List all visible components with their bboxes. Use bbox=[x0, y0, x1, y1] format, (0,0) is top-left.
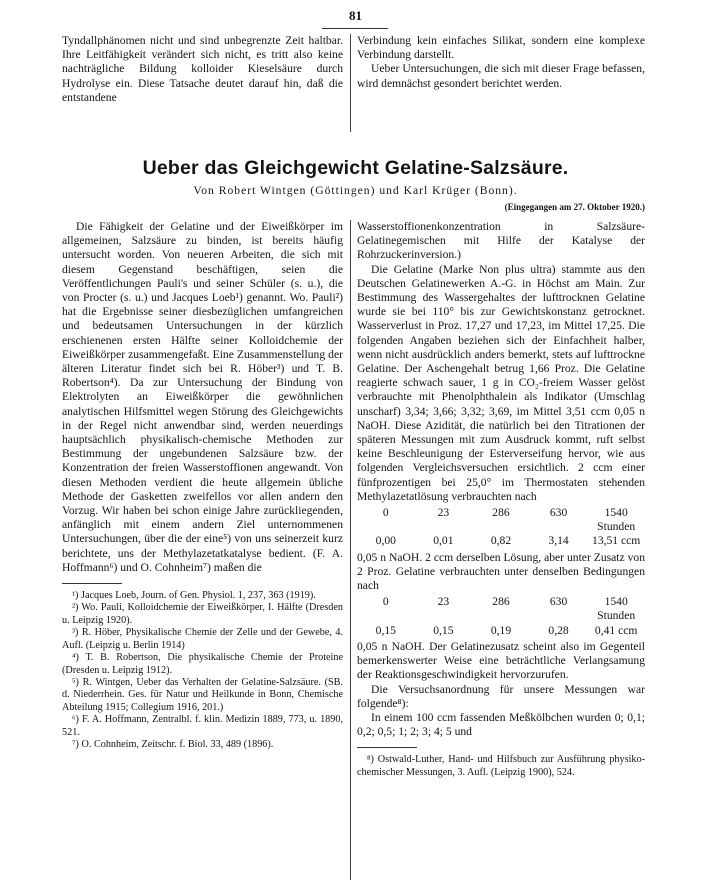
m2-time: 286 bbox=[492, 595, 510, 609]
m1-value: 0,01 bbox=[433, 534, 454, 548]
m1-value: 3,14 bbox=[548, 534, 569, 548]
top-right-text bbox=[357, 34, 645, 91]
m1-time: 23 bbox=[437, 506, 450, 520]
right-paragraph-1: Wasserstoffionenkonzentration in Salzsäure-Gelatinegemischen mit Hilfe der Katalyse der Rohrzuckerinversion.) bbox=[357, 220, 645, 262]
page-number: 81 bbox=[349, 8, 362, 23]
left-column bbox=[62, 220, 343, 751]
footnote-5: ⁵) R. Wintgen, Ueber das Verhalten der Gelatine-Salzsäure. (SB. d. Niederrhein. Ges. für Natur und Heilkunde in Bonn, Chemische Abteilung 1915; Collegium 1916, 201.) bbox=[62, 676, 343, 713]
m2-value: 0,15 bbox=[375, 623, 396, 637]
footnote-1: ¹) Jacques Loeb, Journ. of Gen. Physiol. 1, 237, 363 (1919). bbox=[72, 590, 316, 602]
right-paragraph-2: Die Gelatine (Marke Non plus ultra) stammte aus den Deutschen Gelatinewerken A.-G. in Höchst am Main. Zur Bestimmung des Wassergehaltes der lufttrocknen Gelatine wurde sie bei 110° bis zur Gewichtskonstanz getrocknet. Wasserverlust in Proz. 17,27 und 17,23, im Mittel 17,25. Die folgenden Angaben beziehen sich der Einfachheit halber, wenn nicht ausdrücklich anders bemerkt, stets auf lufttrockne Gelatine. Der Aschengehalt betrug 1,66 Proz. Die Gelatine reagierte schwach sauer, 1 g in CO₂-freiem Wasser gelöst verbrauchte mit Phenolphthalein als Indikator (Umschlag unscharf) 3,34; 3,66; 3,32; 3,69, im Mittel 3,51 ccm 0,05 n NaOH. Diese Azidität, die natürlich bei den Titrationen der späteren Messungen mit zum Ausdruck kommt, ruft selbst keine Beschleunigung der Esterverseifung hervor, wie aus folgenden Vergleichsversuchen ersichtlich. 2 ccm einer fünfprozentigen bei 25,0° im Thermostaten stehenden Methylazetatlösung verbrauchten nach bbox=[357, 262, 645, 503]
footnote-7: ⁷) O. Cohnheim, Zeitschr. f. Biol. 33, 489 (1896). bbox=[72, 738, 274, 750]
measurement-1-values bbox=[357, 534, 645, 548]
footnote-rule bbox=[62, 583, 122, 584]
m1-time: 1540 Stunden bbox=[597, 506, 636, 534]
header-rule bbox=[322, 28, 388, 29]
measurement-2-values bbox=[357, 624, 645, 638]
article-title: Ueber das Gleichgewicht Gelatine-Salzsäure. bbox=[142, 157, 569, 179]
top-right-paragraph-2: Ueber Untersuchungen, die sich mit dieser Frage befassen, wird demnächst gesondert berichtet werden. bbox=[357, 62, 645, 90]
right-column bbox=[357, 220, 645, 779]
right-paragraph-5: Die Versuchsanordnung für unsere Messungen war folgende⁸): bbox=[357, 682, 645, 710]
m2-value: 0,28 bbox=[548, 623, 569, 637]
column-divider-main bbox=[350, 220, 351, 880]
measurement-table-2 bbox=[357, 595, 645, 638]
right-paragraph-6: In einem 100 ccm fassenden Meßkölbchen wurden 0; 0,1; 0,2; 0,5; 1; 2; 3; 4; 5 und bbox=[357, 710, 645, 739]
right-paragraph-4: 0,05 n NaOH. Der Gelatinezusatz scheint also im Gegenteil bemerkenswerter Weise eine beträchtliche Verlangsamung der Reaktionsgeschwindigkeit hervorzurufen. bbox=[357, 639, 645, 682]
m2-value: 0,19 bbox=[490, 623, 512, 637]
footnote-rule-right bbox=[357, 747, 417, 748]
m2-time: 630 bbox=[549, 595, 568, 609]
column-divider-top bbox=[350, 34, 351, 132]
footnotes-right bbox=[357, 754, 645, 779]
m2-time: 0 bbox=[382, 595, 389, 609]
footnote-2: ²) Wo. Pauli, Kolloidchemie der Eiweißkörper, I. Hälfte (Dresden u. Leipzig 1920). bbox=[62, 602, 343, 626]
m2-time: 23 bbox=[437, 595, 450, 609]
m2-value: 0,15 bbox=[433, 623, 454, 637]
measurement-1-times bbox=[357, 506, 645, 534]
top-right-paragraph-1: Verbindung kein einfaches Silikat, sondern eine komplexe Verbindung darstellt. bbox=[357, 34, 645, 62]
m1-time: 0 bbox=[382, 506, 389, 520]
footnotes-left bbox=[62, 590, 343, 751]
received-date: (Eingegangen am 27. Oktober 1920.) bbox=[504, 202, 645, 212]
footnote-3: ³) R. Höber, Physikalische Chemie der Zelle und der Gewebe, 4. Aufl. (Leipzig u. Berlin 1914) bbox=[62, 627, 343, 651]
m1-time: 630 bbox=[549, 506, 568, 520]
measurement-2-times bbox=[357, 595, 645, 623]
m1-value: 13,51 ccm bbox=[592, 534, 641, 548]
top-left-text bbox=[62, 34, 343, 105]
article-authors: Von Robert Wintgen (Göttingen) und Karl Krüger (Bonn). bbox=[193, 184, 518, 197]
footnote-6: ⁶) F. A. Hoffmann, Zentralbl. f. klin. Medizin 1889, 773, u. 1890, 521. bbox=[62, 714, 343, 738]
right-paragraph-3: 0,05 n NaOH. 2 ccm derselben Lösung, aber unter Zusatz von 2 Proz. Gelatine verbrauchten unter denselben Bedingungen nach bbox=[357, 550, 645, 593]
m2-value: 0,41 ccm bbox=[594, 623, 638, 637]
m1-value: 0,82 bbox=[490, 534, 512, 548]
footnote-8: ⁸) Ostwald-Luther, Hand- und Hilfsbuch zur Ausführung physiko-chemischer Messungen, 3. Aufl. (Leipzig 1900), 524. bbox=[357, 754, 645, 778]
top-left-paragraph: Tyndallphänomen nicht und sind unbegrenzte Zeit haltbar. Ihre Leitfähigkeit verändert sich nicht, es tritt also keine nachträgliche Bildung kolloider Kieselsäure durch Hydrolyse ein. Diese Tatsache deutet darauf hin, daß die entstandene bbox=[62, 34, 343, 104]
measurement-table-1 bbox=[357, 506, 645, 549]
left-column-paragraph: Die Fähigkeit der Gelatine und der Eiweißkörper im allgemeinen, Salzsäure zu binden, ist bereits häufig untersucht worden. Von neueren Arbeiten, die sich mit diesem Gegenstand beschäftigen, seien die Veröffentlichungen Pauli's und seiner Schüler (s. u.), die von Procter (s. u.) und Jacques Loeb¹) genannt. Wo. Pauli²) hat die Ergebnisse seiner diesbezüglichen umfangreichen und bedeutsamen Untersuchungen in der kürzlich erschienenen ersten Hälfte seiner Kolloidchemie der Eiweißkörper zusammengefaßt. Eine Zusammenstellung der älteren Literatur findet sich bei R. Höber³) und T. B. Robertson⁴). Da zur Untersuchung der Bindung von Elektrolyten an Eiweißkörper die gewöhnlichen analytischen Hilfsmittel wegen Störung des Gleichgewichts in der Regel nicht anwendbar sind, werden neuerdings hauptsächlich physikalisch-chemische Methoden zur Bestimmung der ungebundenen Salzsäure bzw. der Konzentration der freien Wasserstoffionen angewandt. Von diesen Methoden verdient die heute allgemein übliche Methode der Gasketten zweifellos vor allen andern den Vorzug. Wir haben bei schon einige Jahre zurückliegenden, anfänglich mit einem andern Ziel unternommenen Untersuchungen, über die der eine⁵) von uns seinerzeit kurz berichtete, uns der Methylazetatkatalyse bedient. (F. A. Hoffmann⁶) und O. Cohnheim⁷) maßen die bbox=[62, 220, 343, 574]
m2-time: 1540 Stunden bbox=[597, 595, 636, 623]
m1-time: 286 bbox=[492, 506, 510, 520]
m1-value: 0,00 bbox=[375, 534, 396, 548]
footnote-4: ⁴) T. B. Robertson, Die physikalische Chemie der Proteine (Dresden u. Leipzig 1912). bbox=[62, 652, 343, 676]
